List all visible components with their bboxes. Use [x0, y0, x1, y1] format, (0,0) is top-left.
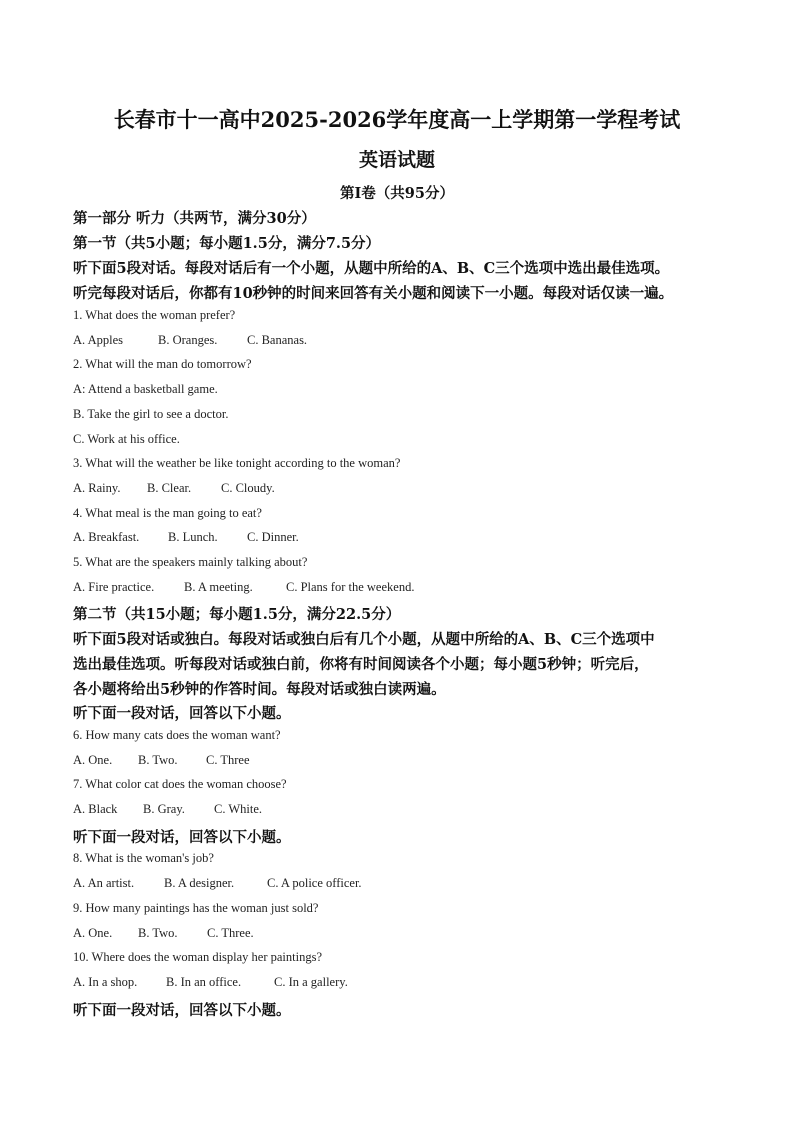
- option-c: C. In a gallery.: [274, 975, 348, 989]
- question-options: [73, 802, 262, 817]
- question-options: [73, 530, 299, 545]
- option-b: B. A designer.: [164, 876, 235, 890]
- option-a: A. In a shop.: [73, 975, 138, 989]
- option-a: A. One.: [73, 926, 113, 940]
- exam-title: 长春市十一高中2025-2026学年度高一上学期第一学程考试: [113, 107, 681, 132]
- section1-instruction-2: 听完每段对话后，你都有10秒钟的时间来回答有关小题和阅读下一小题。每段对话仅读一遍。: [73, 285, 674, 302]
- option-b: B. Clear.: [147, 481, 192, 495]
- section2-instruction-1: 听下面5段对话或独白。每段对话或独白后有几个小题，从题中所给的A、B、C三个选项中: [73, 631, 655, 648]
- question-text: 10. Where does the woman display her paintings?: [73, 950, 323, 964]
- section2-instruction-2: 选出最佳选项。听每段对话或独白前，你将有时间阅读各个小题；每小题5秒钟；听完后，: [73, 656, 649, 673]
- option-b: B. Two.: [138, 926, 178, 940]
- option-c: C. Three: [206, 753, 250, 767]
- option-a: A. Apples: [73, 333, 123, 347]
- question-text: 2. What will the man do tomorrow?: [73, 357, 252, 371]
- section2-instruction-3: 各小题将给出5秒钟的作答时间。每段对话或独白读两遍。: [73, 681, 446, 698]
- section2-heading: 第二节（共15小题；每小题1.5分，满分22.5分）: [73, 606, 401, 623]
- option-b: B. Gray.: [143, 802, 185, 816]
- option-b: B. Oranges.: [158, 333, 218, 347]
- option-a: A. One.: [73, 753, 113, 767]
- question-options: [73, 975, 348, 990]
- subject-title: 英语试题: [358, 149, 435, 171]
- dialogue-prompt: 听下面一段对话，回答以下小题。: [73, 705, 291, 722]
- part1-heading: 第一部分 听力（共两节，满分30分）: [73, 210, 316, 227]
- option-b: B. Lunch.: [168, 530, 218, 544]
- dialogue-prompt: 听下面一段对话，回答以下小题。: [73, 1002, 291, 1019]
- question-options: [73, 926, 254, 941]
- question-options: [73, 876, 362, 891]
- option-b: B. Two.: [138, 753, 178, 767]
- question-text: 1. What does the woman prefer?: [73, 308, 236, 322]
- question-text: 3. What will the weather be like tonight according to the woman?: [73, 456, 401, 470]
- question-text: 5. What are the speakers mainly talking about?: [73, 555, 308, 569]
- question-options: [73, 580, 414, 595]
- option-a: A. Breakfast.: [73, 530, 140, 544]
- option-c: C. Cloudy.: [221, 481, 275, 495]
- option-c: C. White.: [214, 802, 263, 816]
- option-c: C. Dinner.: [247, 530, 299, 544]
- option-a: A. Black: [73, 802, 118, 816]
- question-text: 6. How many cats does the woman want?: [73, 728, 281, 742]
- question-options: [73, 753, 250, 768]
- option-c: C. Work at his office.: [73, 432, 180, 446]
- option-c: C. A police officer.: [267, 876, 362, 890]
- option-b: B. In an office.: [166, 975, 242, 989]
- option-c: C. Bananas.: [247, 333, 308, 347]
- section1-instruction-1: 听下面5段对话。每段对话后有一个小题，从题中所给的A、B、C三个选项中选出最佳选项。: [73, 260, 670, 277]
- option-b: B. Take the girl to see a doctor.: [73, 407, 229, 421]
- option-a: A. Fire practice.: [73, 580, 155, 594]
- section1-heading: 第一节（共5小题；每小题1.5分，满分7.5分）: [73, 235, 381, 252]
- volume-heading: 第Ⅰ卷（共95分）: [340, 185, 454, 202]
- question-options: [73, 333, 307, 348]
- option-a: A. Rainy.: [73, 481, 121, 495]
- option-a: A. An artist.: [73, 876, 135, 890]
- dialogue-prompt: 听下面一段对话，回答以下小题。: [73, 829, 291, 846]
- option-b: B. A meeting.: [184, 580, 253, 594]
- option-c: C. Three.: [207, 926, 254, 940]
- question-options: [73, 481, 275, 496]
- option-a: A: Attend a basketball game.: [73, 382, 218, 396]
- question-text: 4. What meal is the man going to eat?: [73, 506, 262, 520]
- question-text: 9. How many paintings has the woman just sold?: [73, 901, 319, 915]
- question-text: 7. What color cat does the woman choose?: [73, 777, 287, 791]
- option-c: C. Plans for the weekend.: [286, 580, 415, 594]
- question-text: 8. What is the woman's job?: [73, 851, 214, 865]
